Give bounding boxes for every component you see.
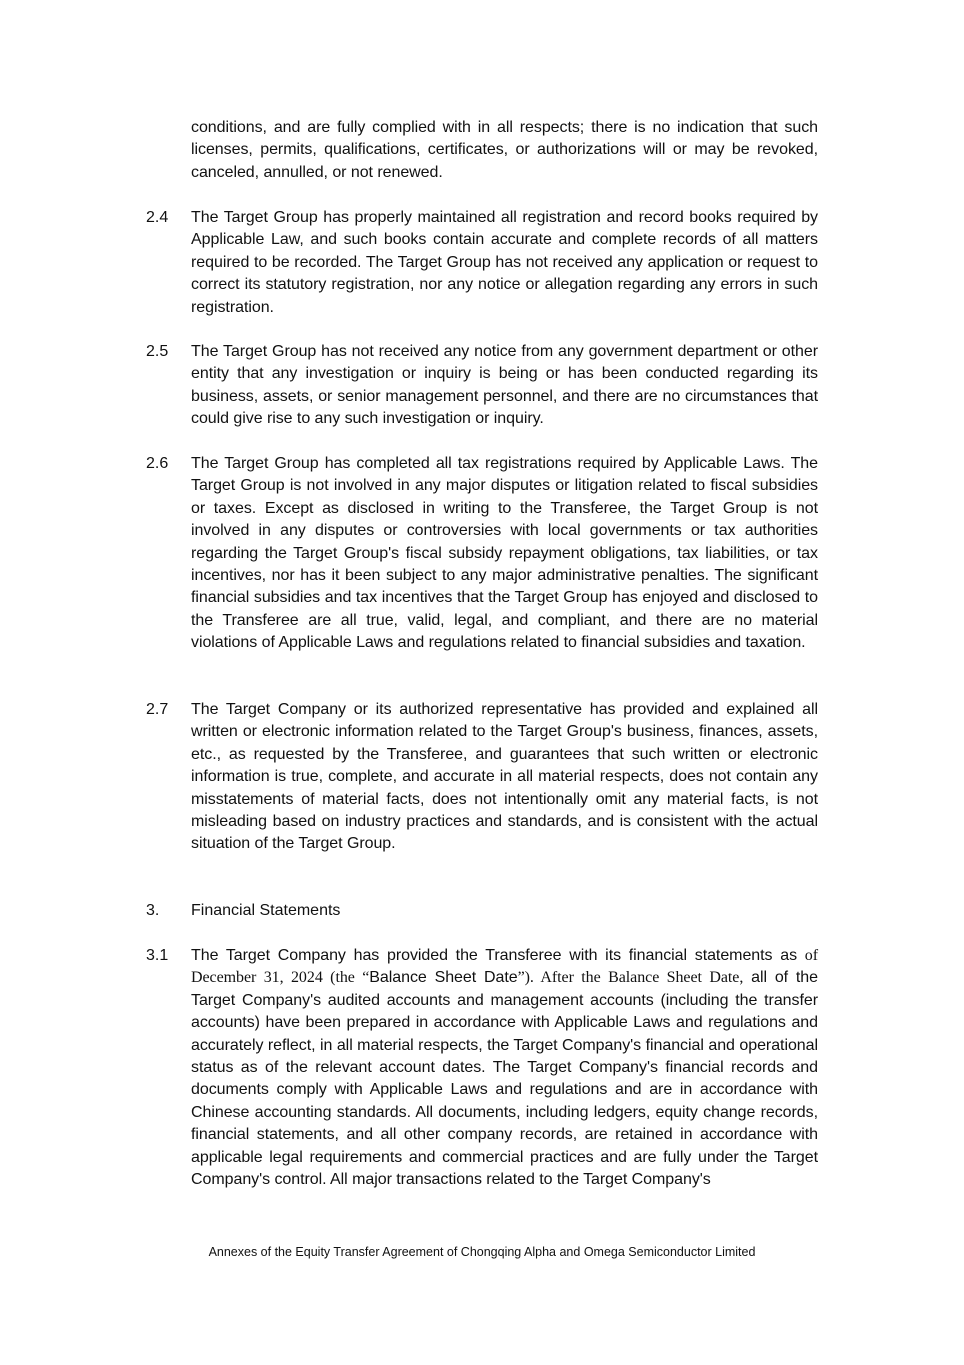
clause-text: The Target Group has not received any notice from any government department or other entity that any investigation or inquiry is being or has been conducted regarding its business, assets, or senior management personnel, and there are no circumstances that could give rise to any such investigation or inquiry.: [191, 343, 818, 428]
clause-text-part: The Target Company has provided the Transferee with its financial statements as: [191, 947, 805, 964]
clause-2-7: [146, 699, 818, 856]
clause-number: 2.6: [146, 455, 169, 472]
section-heading: [146, 900, 818, 922]
clause-2-6: [146, 453, 818, 655]
clause-text-date: of December 31, 2024 (the “: [191, 947, 818, 987]
clause-text: The Target Company or its authorized representative has provided and explained all written or electronic information related to the Target Group's business, finances, assets, etc., as requested by the Transferee, and guarantees that such written or electronic information is true, complete, and accurate in all material respects, does not contain any misstatements of material facts, does not intentionally omit any material facts, is not misleading based on industry practices and standards, and is consistent with the actual situation of the Target Group.: [191, 701, 818, 853]
clause-number: 2.5: [146, 343, 169, 360]
clause-number: 3.1: [146, 947, 169, 964]
clause-3-1: [146, 945, 818, 1191]
section-number: 3.: [146, 902, 160, 919]
clause-text-after-term: ”). After the Balance Sheet Date,: [517, 969, 744, 987]
clause-number: 2.7: [146, 701, 169, 718]
clause-text: [191, 945, 818, 1191]
clause-text-part: all of the Target Company's audited accounts and management accounts (including the transfer accounts) have been prepared in accordance with Applicable Laws and regulations and accurately reflect, in all material respects, the Target Company's financial and operational status as of the relevant account dates. The Target Company's financial records and documents comply with Applicable Laws and regulations and are in accordance with Chinese accounting standards. All documents, including ledgers, equity change records, financial statements, and all other company records, are retained in accordance with applicable legal requirements and commercial practices and are fully under the Target Company's control. All major transactions related to the Target Company's: [191, 969, 818, 1189]
clause-text: The Target Group has properly maintained all registration and record books required by Applicable Law, and such books contain accurate and complete records of all matters required to be recorded. The Target Group has not received any application or request to correct its statutory registration, nor any notice or allegation regarding any errors in such registration.: [191, 209, 818, 316]
clause-number: 2.4: [146, 209, 169, 226]
page-footer: Annexes of the Equity Transfer Agreement of Chongqing Alpha and Omega Semiconductor Limited: [208, 1245, 756, 1259]
clause-2-4: [146, 207, 818, 319]
continuation-paragraph: conditions, and are fully complied with in all respects; there is no indication that such licenses, permits, qualifications, certificates, or authorizations will or may be revoked, canceled, annulled, or not renewed.: [191, 119, 818, 181]
clause-2-5: [146, 341, 818, 431]
section-title: Financial Statements: [191, 902, 341, 919]
defined-term: Balance Sheet Date: [369, 969, 518, 987]
clause-text: The Target Group has completed all tax registrations required by Applicable Laws. The Target Group is not involved in any major disputes or litigation related to fiscal subsidies or taxes. Except as disclosed in writing to the Transferee, the Target Group is not involved in any disputes or controversies with local governments or tax authorities regarding the Target Group's fiscal subsidy repayment obligations, tax liabilities, or tax incentives, nor has it been subject to any major administrative penalties. The significant financial subsidies and tax incentives that the Target Group has enjoyed and disclosed to the Transferee are all true, valid, legal, and compliant, and there are no material violations of Applicable Laws and regulations related to financial subsidies and taxation.: [191, 455, 818, 652]
